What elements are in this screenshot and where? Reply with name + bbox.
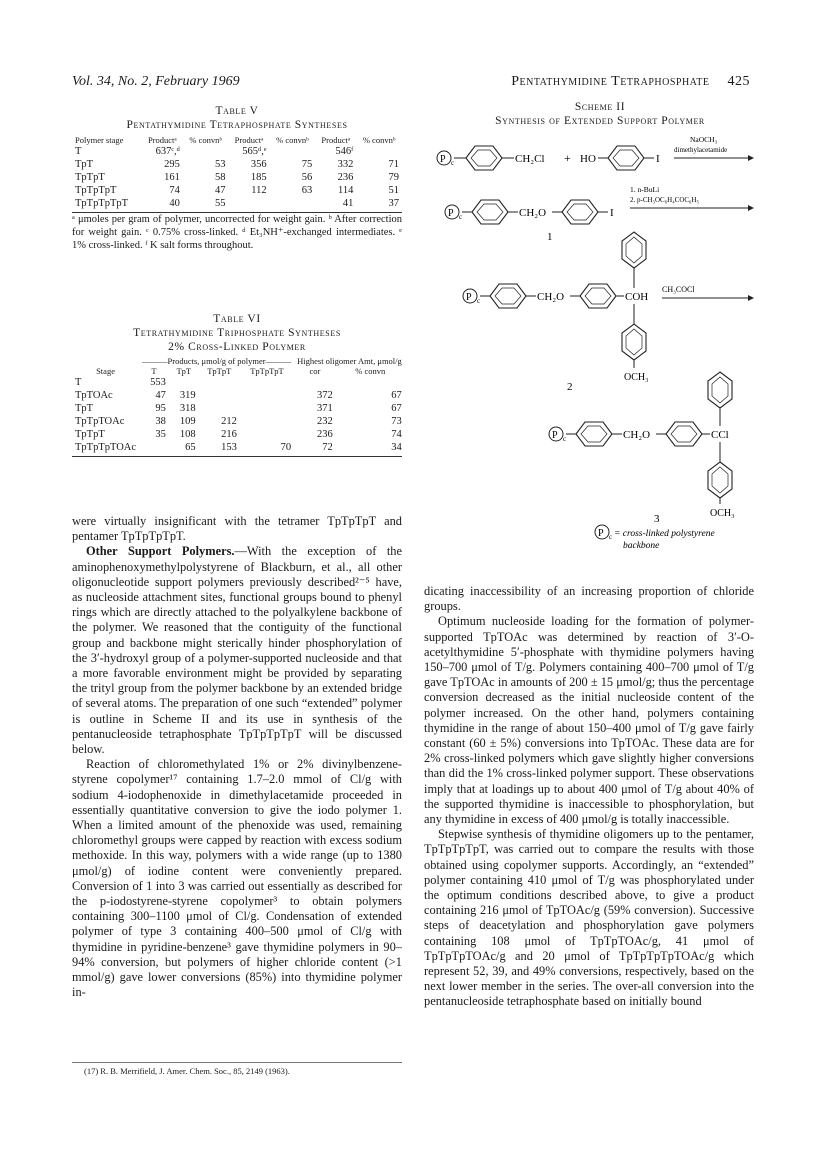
- plus-sign: +: [564, 151, 571, 165]
- scheme-2-diagram: [430, 128, 780, 553]
- left-column: [72, 514, 402, 1001]
- table-cell: 553: [150, 377, 166, 388]
- table-cell: 37: [388, 198, 399, 209]
- table-cell: 212: [221, 416, 237, 427]
- table-6-products-header: Products, μmol/g of polymer: [167, 356, 266, 366]
- running-title: Pentathymidine Tetraphosphate: [511, 74, 710, 89]
- table-cell: 372: [317, 390, 333, 401]
- table-cell: TpTpTpTOAc: [75, 442, 137, 453]
- svg-text:c: c: [459, 213, 463, 221]
- svg-text:c: c: [563, 435, 567, 443]
- table-cell: 232: [317, 416, 333, 427]
- table-cell: 546ᶠ: [335, 146, 354, 157]
- table-5-col-header: Productᵃ: [234, 135, 264, 145]
- table-cell: [199, 376, 240, 389]
- table-row: [72, 197, 402, 210]
- table-cell: 51: [388, 185, 399, 196]
- svg-text:I: I: [656, 153, 660, 165]
- table-cell: 236: [317, 429, 333, 440]
- table-row: [72, 171, 402, 184]
- table-cell: 236: [337, 172, 354, 183]
- table-cell: [240, 389, 294, 402]
- table-5-title: Pentathymidine Tetraphosphate Syntheses: [126, 119, 348, 131]
- table-cell: [169, 376, 199, 389]
- table-6-col-header: T: [151, 366, 157, 376]
- ch2cl-group: CH₂Cl: [515, 153, 545, 165]
- table-cell: [294, 376, 336, 389]
- svg-text:dimethylacetamide: dimethylacetamide: [674, 146, 728, 154]
- scheme-2: [440, 100, 760, 128]
- table-5-footnotes: ᵃ μmoles per gram of polymer, uncorrected for weight gain. ᵇ After correction for weight gain. ᶜ 0.75% cross-linked. ᵈ Et₃NH⁺-exchanged intermediates. ᵉ 1% cross-linked. ᶠ K salt forms throughout.: [72, 214, 402, 251]
- table-cell: 95: [155, 403, 166, 414]
- table-row: [72, 376, 405, 389]
- table-5-col-header: % convnᵇ: [276, 135, 309, 145]
- table-cell: 35: [155, 429, 166, 440]
- scheme-legend: [595, 525, 715, 551]
- table-6-col-header: TpT: [176, 366, 192, 376]
- table-5-grid: [72, 135, 402, 210]
- page-number: 425: [727, 74, 750, 89]
- table-cell: TpTpT: [75, 172, 105, 183]
- table-cell: T: [75, 377, 82, 388]
- reference-17: (17) R. B. Merrifield, J. Amer. Chem. Soc., 85, 2149 (1963).: [84, 1066, 290, 1076]
- right-column: [424, 584, 754, 1010]
- table-5-label: Table V: [215, 105, 259, 117]
- reactant-chloromethyl-polymer: [437, 146, 545, 170]
- svg-text:2. p-CH₃OC₆H₄COC₆H₅: 2. p-CH₃OC₆H₄COC₆H₅: [630, 196, 699, 204]
- svg-text:CH₂O: CH₂O: [623, 429, 651, 441]
- scheme-label: Scheme II: [574, 101, 626, 113]
- svg-text:CH₃COCl: CH₃COCl: [662, 285, 695, 294]
- svg-text:I: I: [610, 207, 614, 219]
- svg-text:CH₂O: CH₂O: [537, 291, 565, 303]
- table-6-col-header: Stage: [96, 366, 115, 376]
- table-cell: 34: [391, 442, 402, 453]
- table-cell: [199, 389, 240, 402]
- table-cell: [240, 415, 294, 428]
- svg-text:= cross-linked polystyrene: = cross-linked polystyrene: [614, 529, 715, 539]
- svg-text:P: P: [552, 430, 558, 441]
- table-cell: 332: [337, 159, 354, 170]
- table-cell: 56: [301, 172, 313, 183]
- svg-text:OCH₃: OCH₃: [710, 508, 735, 519]
- table-cell: 318: [179, 403, 196, 414]
- table-5-col-header: Polymer stage: [75, 135, 124, 145]
- table-cell: 70: [280, 442, 292, 453]
- table-cell: 109: [179, 416, 196, 427]
- svg-text:P: P: [598, 528, 604, 539]
- reaction-arrow-3: [662, 285, 754, 301]
- svg-text:P: P: [466, 292, 472, 303]
- table-cell: TpTOAc: [75, 390, 113, 401]
- table-cell: 108: [179, 429, 196, 440]
- table-6-col-header: cor: [309, 366, 321, 376]
- table-cell: 356: [250, 159, 267, 170]
- table-cell: 47: [215, 185, 226, 196]
- table-cell: 38: [155, 416, 166, 427]
- reaction-arrow-1: [674, 135, 754, 161]
- compound-1-iodo-polymer: [445, 200, 614, 243]
- table-cell: 74: [169, 185, 180, 196]
- table-cell: 114: [337, 185, 354, 196]
- table-cell: [240, 402, 294, 415]
- table-6-highest-header: Highest oligomer Amt, μmol/g: [297, 356, 402, 366]
- table-cell: [270, 145, 316, 158]
- table-5-col-header: Productᵃ: [147, 135, 177, 145]
- table-6-col-header: TpTpTpT: [250, 366, 284, 376]
- svg-text:P: P: [448, 208, 454, 219]
- table-6-header-row: [72, 366, 405, 376]
- table-cell: 153: [221, 442, 237, 453]
- svg-text:COH: COH: [625, 291, 649, 303]
- table-cell: 112: [251, 185, 267, 196]
- table-row: [72, 158, 402, 171]
- table-cell: TpTpTpT: [75, 185, 117, 196]
- table-cell: [139, 441, 169, 454]
- compound-3-trityl-chloride: [549, 372, 735, 525]
- compound-2-number: 2: [567, 381, 573, 393]
- table-6-label: Table VI: [213, 313, 261, 325]
- table-cell: 371: [317, 403, 333, 414]
- table-cell: T: [75, 146, 82, 157]
- table-row: [72, 145, 402, 158]
- compound-2-carbinol: [463, 232, 649, 393]
- table-cell: 41: [342, 198, 354, 209]
- table-6: [72, 312, 402, 457]
- table-row: [72, 184, 402, 197]
- table-6-col-header: TpTpT: [207, 366, 232, 376]
- footnote-rule: [72, 1062, 402, 1063]
- svg-text:CH₂O: CH₂O: [519, 207, 547, 219]
- table-cell: 216: [221, 429, 237, 440]
- table-6-subtitle: 2% Cross-Linked Polymer: [168, 341, 306, 353]
- compound-1-number: 1: [547, 231, 553, 243]
- svg-text:c: c: [451, 159, 455, 167]
- table-cell: 79: [388, 172, 399, 183]
- table-cell: 565ᵈ,ᵉ: [242, 146, 267, 157]
- table-cell: [270, 197, 316, 210]
- svg-text:CCl: CCl: [711, 429, 729, 441]
- table-cell: 74: [391, 429, 402, 440]
- table-5-col-header: % convnᵇ: [362, 135, 396, 145]
- ps-symbol: P: [440, 154, 446, 165]
- table-cell: 53: [215, 159, 226, 170]
- reaction-arrow-2: [630, 185, 754, 211]
- table-6-col-header: % convn: [355, 366, 386, 376]
- table-cell: TpTpTpTpT: [75, 198, 129, 209]
- paragraph: were virtually insignificant with the tetramer TpTpTpT and pentamer TpTpTpTpT.: [72, 514, 402, 544]
- table-cell: [240, 376, 294, 389]
- paragraph: Reaction of chloromethylated 1% or 2% divinylbenzene-styrene copolymer¹⁷ containing 1.7–2.0 mmol of Cl/g with sodium 4-iodophenoxide in dimethylacetamide proceeded in essentially quantitative conversion to give the iodo polymer 1. When a limited amount of the phenoxide was used, remaining chloromethyl groups were capped by reaction with excess sodium methoxide. In this way, polymers with a wide range (up to 1380 μmol/g) of iodine content were conveniently prepared. Conversion of 1 into 3 was carried out essentially as described for the p-iodostyrene-styrene copolymer³ to obtain polymers containing 300–1100 μmol of Cl/g. Condensation of extended polymer of type 3 containing 400–500 μmol of Cl/g with thymidine in pyridine-benzene³ gave thymidine polymers in 90–94% conversion, but polymers of higher chloride content (>1 mmol/g) gave lower conversions (85%) into thymidine polymer in-: [72, 757, 402, 1000]
- paragraph: dicating inaccessibility of an increasing proportion of chloride groups.: [424, 584, 754, 614]
- table-cell: 40: [169, 198, 180, 209]
- running-header: [511, 74, 750, 90]
- paragraph-other-support-polymers: Other Support Polymers.—With the exception of the aminophenoxymethylpolystyrene of Blackburn, et al., all other oligonucleotide support polymers previously described²⁻⁵ have, as nucleoside attachment sites, functional groups bound to phenyl rings which are directly attached to the polyalkylene backbone of the polymer. We reasoned that the contiguity of the functional group and backbone might sterically hinder phosphorylation of the 3′-hydroxyl group of a polymer-supported nucleoside and that a more favorable environment might be provided by separating the trityl group from the polymer backbone by an extended bridge of several atoms. The preparation of one such “extended” polymer is outline in Scheme II and its use in synthesis of the pentanucleoside tetraphosphate TpTpTpTpT will be discussed below.: [72, 544, 402, 757]
- table-cell: TpT: [75, 159, 94, 170]
- paragraph: Stepwise synthesis of thymidine oligomers up to the pentamer, TpTpTpTpT, was carried out to compare the results with those obtained using copolymer supports. Accordingly, an “extended” polymer containing 410 μmol of T/g was phosphorylated under the optimum conditions described above, to give a product containing 216 μmol of TpTOAc/g (59% conversion). Successive steps of deacetylation and phosphorylation gave polymers containing 108 μmol of TpTpTOAc/g, 41 μmol of TpTpTpTOAc/g and 20 μmol of TpTpTpTpTOAc/g which represent 52, 39, and 49% conversions, respectively, based on the next lower member in the series. The over-all conversion into the pentanucleoside tetraphosphate based on initially bound: [424, 827, 754, 1009]
- table-cell: 55: [215, 198, 226, 209]
- table-cell: [356, 145, 402, 158]
- table-cell: [336, 376, 405, 389]
- table-cell: 71: [388, 159, 399, 170]
- journal-citation: Vol. 34, No. 2, February 1969: [72, 74, 240, 89]
- svg-text:1. n-BuLi: 1. n-BuLi: [630, 185, 660, 194]
- table-cell: 295: [164, 159, 180, 170]
- table-cell: TpT: [75, 403, 94, 414]
- table-cell: 185: [250, 172, 267, 183]
- table-cell: 67: [391, 390, 402, 401]
- table-cell: 319: [179, 390, 196, 401]
- table-cell: [199, 402, 240, 415]
- table-cell: 72: [322, 442, 333, 453]
- section-heading: Other Support Polymers.: [86, 544, 235, 559]
- table-cell: 161: [164, 172, 180, 183]
- table-5: [72, 104, 402, 252]
- table-row: [72, 428, 405, 441]
- svg-text:HO: HO: [580, 153, 596, 165]
- table-cell: 637ᶜ,ᵈ: [155, 146, 180, 157]
- table-row: [72, 389, 405, 402]
- table-cell: 47: [155, 390, 166, 401]
- table-cell: 75: [301, 159, 313, 170]
- svg-text:OCH₃: OCH₃: [624, 372, 649, 383]
- table-cell: [183, 145, 229, 158]
- table-5-header-row: [72, 135, 402, 145]
- svg-text:c: c: [609, 533, 613, 541]
- svg-text:backbone: backbone: [623, 541, 660, 551]
- table-cell: [240, 428, 294, 441]
- compound-3-number: 3: [654, 513, 660, 525]
- reactant-iodophenol: [580, 146, 660, 170]
- table-cell: 58: [215, 172, 226, 183]
- svg-text:c: c: [477, 297, 481, 305]
- scheme-title: Synthesis of Extended Support Polymer: [495, 115, 705, 127]
- table-cell: [229, 197, 270, 210]
- table-cell: 65: [185, 442, 196, 453]
- table-5-col-header: % convnᵇ: [189, 135, 223, 145]
- table-row: [72, 415, 405, 428]
- table-cell: TpTpT: [75, 429, 105, 440]
- table-cell: 67: [391, 403, 402, 414]
- table-5-col-header: Productᵃ: [321, 135, 351, 145]
- table-cell: 73: [391, 416, 402, 427]
- table-row: [72, 402, 405, 415]
- table-cell: TpTpTOAc: [75, 416, 125, 427]
- table-row: [72, 441, 405, 454]
- table-cell: 63: [301, 185, 313, 196]
- table-6-title: Tetrathymidine Triphosphate Syntheses: [133, 327, 341, 339]
- paragraph: Optimum nucleoside loading for the formation of polymer-supported TpTOAc was determined by reaction of 3′-O-acetylthymidine 5′-phosphate with thymidine polymers having 150–700 μmol of T/g. Polymers containing 400–700 μmol of T/g gave TpTOAc in amounts of 200 ± 15 μmol/g; thus the percentage conversion decreased as the initial nucleoside content of the polymer increased. On the other hand, polymers containing thymidine in the range of about 150–400 μmol of T/g gave fairly constant (60 ± 5%) conversions into TpTOAc. These data are for 2% cross-linked polymers which gave slightly higher conversions than did the 1% cross-linked polymer support. These observations imply that at loadings up to about 400 μmol of T/g about 40% of the supported thymidine is inaccessible to phosphorylation, but any thymidine in excess of 400 μmol/g is totally inaccessible.: [424, 614, 754, 827]
- table-6-grid: ———Products, μmol/g of polymer——— Highest oligomer Amt, μmol/g Stage T TpT TpTpT TpTpTpT cor % convn T 553 TpTOAc 47 319 372 67 TpT 95 318 371 67 TpTpTOAc 38 109 212 232 73 TpTpT 35 108 216 236 74 TpTpTpTOAc 65 153 70 72 34: [72, 356, 405, 454]
- svg-text:NaOCH₃: NaOCH₃: [690, 135, 718, 144]
